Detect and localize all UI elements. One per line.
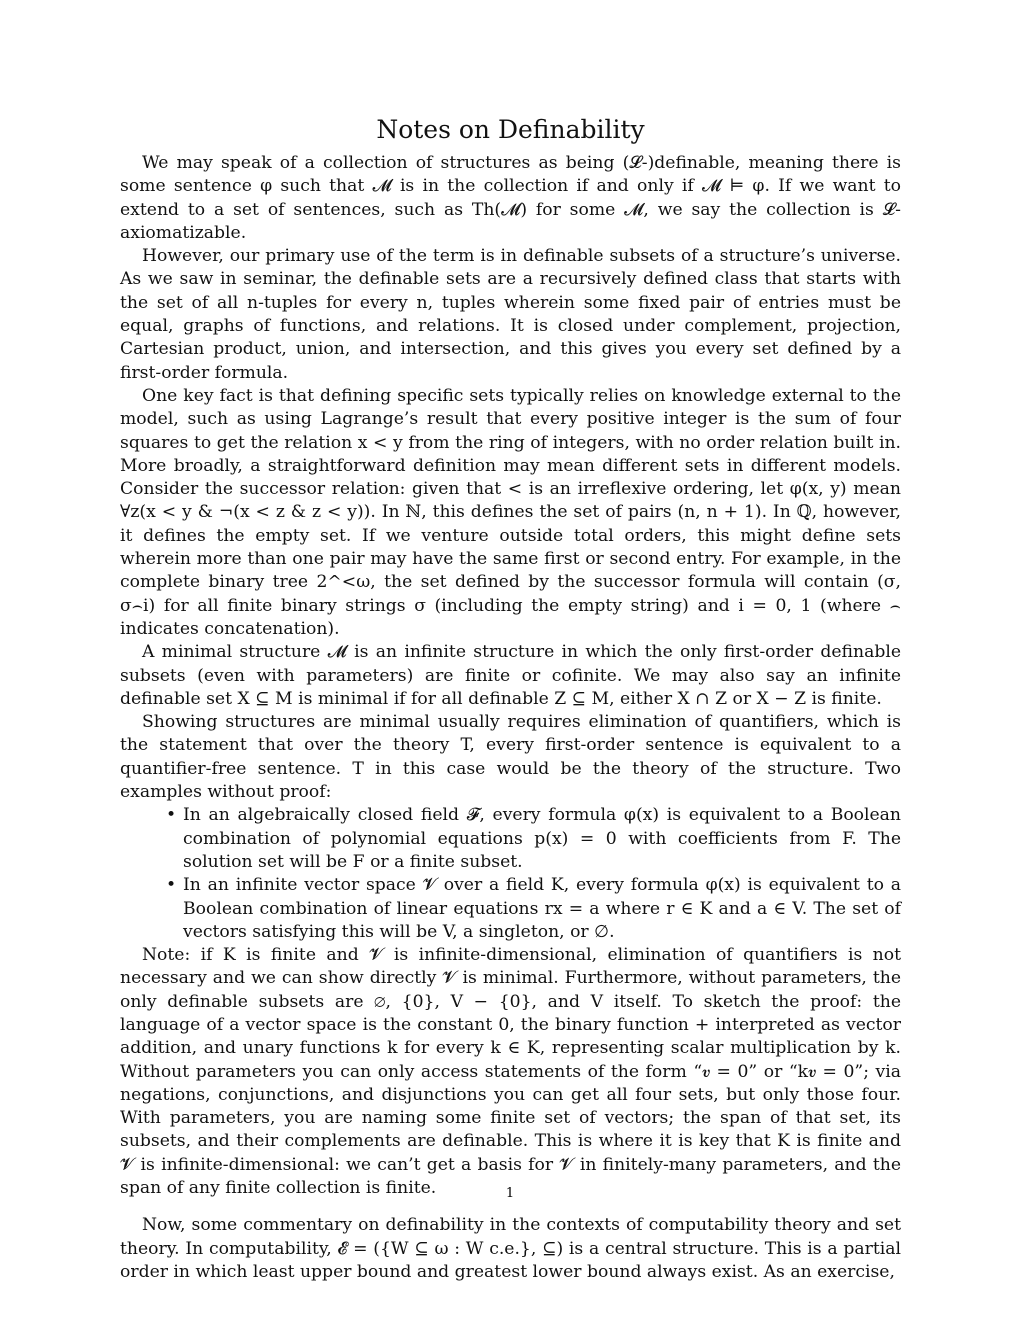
paragraph-quantifier-elimination: Showing structures are minimal usually requires elimination of quantifiers, which is the statement that over the theory T, every first-order sentence is equivalent to a quantifier-free sentence. T in this case would be the theory of the structure. Two examples without proof: (120, 712, 901, 803)
paragraph-definable-structures: We may speak of a collection of structures as being (𝓛-)definable, meaning there is some sentence φ such that 𝓜 is in the collection if and only if 𝓜 ⊨ φ. If we want to extend to a set of sentences, such as Th(𝓜) for some 𝓜, we say the collection is 𝓛-axiomatizable. (120, 153, 901, 243)
document-title: Notes on Definability (376, 115, 645, 144)
examples-list (120, 804, 901, 944)
list-item-text: In an infinite vector space 𝓥 over a field K, every formula φ(x) is equivalent to a Boolean combination of linear equations rx = a where r ∈ K and a ∈ V. The set of vectors satisfying this will be V, a singleton, or ∅. (183, 875, 901, 942)
page-number: 1 (505, 1186, 515, 1201)
paragraph-definable-subsets: However, our primary use of the term is in definable subsets of a structure’s universe. As we saw in seminar, the definable sets are a recursively defined class that starts with the set of all n-tuples for every n, tuples wherein some fixed pair of entries must be equal, graphs of functions, and relations. It is closed under complement, projection, Cartesian product, union, and intersection, and this gives you every set defined by a first-order formula. (120, 246, 901, 383)
bullet-icon: • (166, 875, 177, 896)
list-item (120, 874, 901, 944)
list-item (120, 804, 901, 874)
document-page (120, 112, 901, 1284)
bullet-icon: • (166, 805, 177, 826)
paragraph-computability: Now, some commentary on definability in the contexts of computability theory and set theory. In computability, 𝓔 = ({W ⊆ ω : W c.e.}, ⊆) is a central structure. This is a partial order in which least upper bound and greatest lower bound always exist. As an exercise, (120, 1215, 901, 1282)
list-item-text: In an algebraically closed field 𝓕, every formula φ(x) is equivalent to a Boolean combination of polynomial equations p(x) = 0 with coefficients from F. The solution set will be F or a finite subset. (183, 805, 901, 872)
paragraph-note: Note: if K is finite and 𝓥 is infinite-dimensional, elimination of quantifiers is not necessary and we can show directly 𝓥 is minimal. Furthermore, without parameters, the only definable subsets are ∅, {0}, V − {0}, and V itself. To sketch the proof: the language of a vector space is the constant 0, the binary function + interpreted as vector addition, and unary functions k for every k ∈ K, representing scalar multiplication by k. Without parameters you can only access statements of the form “𝒗 = 0” or “k𝒗 = 0”; via negations, conjunctions, and disjunctions you can get all four sets, but only those four. With parameters, you are naming some finite set of vectors; the span of that set, its subsets, and their complements are definable. This is where it is key that K is finite and 𝓥 is infinite-dimensional: we can’t get a basis for 𝓥 in finitely-many parameters, and the span of any finite collection is finite. (120, 945, 901, 1199)
paragraph-minimal-structure: A minimal structure 𝓜 is an infinite structure in which the only first-order definable subsets (even with parameters) are finite or cofinite. We may also say an infinite definable set X ⊆ M is minimal if for all definable Z ⊆ M, either X ∩ Z or X − Z is finite. (120, 642, 901, 709)
paragraph-key-fact: One key fact is that defining specific sets typically relies on knowledge external to the model, such as using Lagrange’s result that every positive integer is the sum of four squares to get the relation x < y from the ring of integers, with no order relation built in. More broadly, a straightforward definition may mean different sets in different models. Consider the successor relation: given that < is an irreflexive ordering, let φ(x, y) mean ∀z(x < y & ¬(x < z & z < y)). In ℕ, this defines the set of pairs (n, n + 1). In ℚ, however, it defines the empty set. If we venture outside total orders, this might define sets wherein more than one pair may have the same first or second entry. For example, in the complete binary tree 2^<ω, the set defined by the successor formula will contain (σ, σ⌢i) for all finite binary strings σ (including the empty string) and i = 0, 1 (where ⌢ indicates concatenation). (120, 385, 901, 639)
